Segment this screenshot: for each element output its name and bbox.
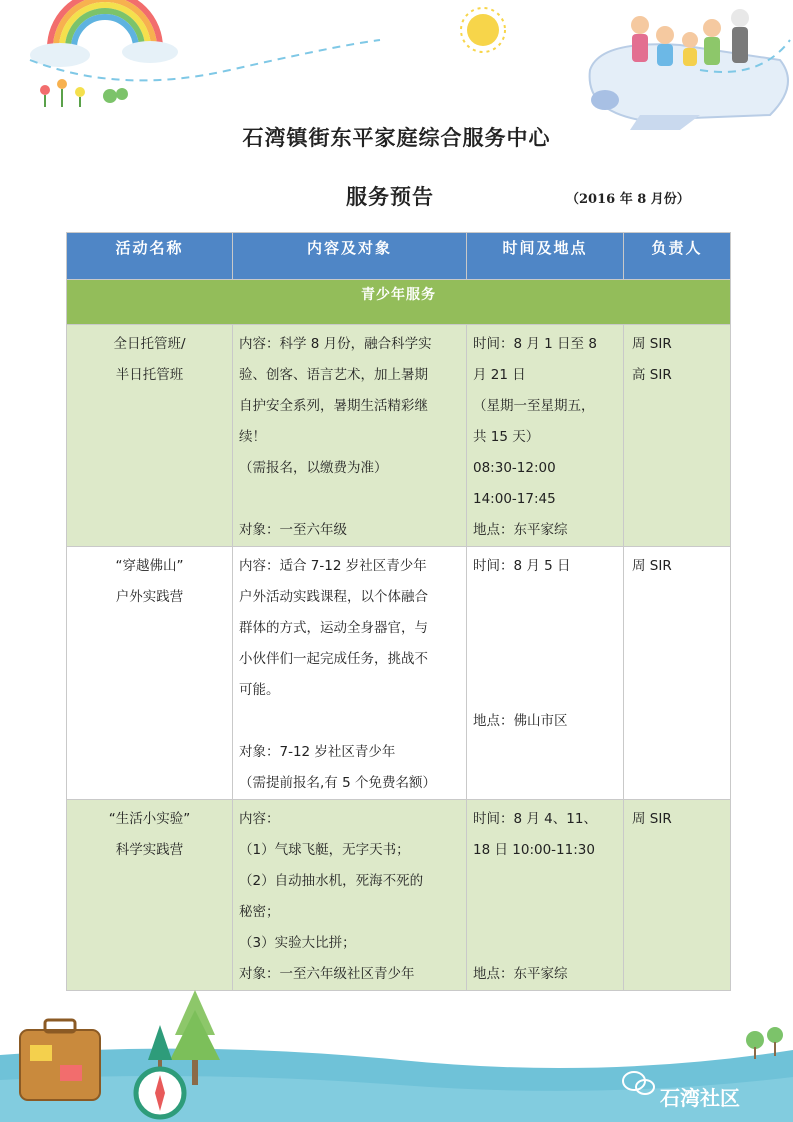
- header-content: 内容及对象: [233, 233, 467, 280]
- page-subtitle: 服务预告: [346, 184, 434, 209]
- activity-name-cell: [67, 325, 233, 547]
- note-text: （需提前报名,有 5 个免费名额）: [239, 775, 436, 791]
- target-text: 对象：7-12 岁社区青少年: [239, 744, 396, 760]
- time-line: 时间：8 月 4、11、: [473, 811, 597, 827]
- content-line: 内容：科学 8 月份，融合科学实: [239, 336, 432, 352]
- target-text: 对象：一至六年级: [239, 522, 347, 538]
- content-line: 秘密；: [239, 904, 280, 920]
- time-line: 月 21 日: [473, 367, 526, 383]
- place-text: 地点：东平家综: [473, 966, 568, 982]
- time-line: （星期一至星期五，: [473, 398, 595, 414]
- header-activity: 活动名称: [67, 233, 233, 280]
- time-line: 时间：8 月 5 日: [473, 558, 571, 574]
- responsible-person: 周 SIR: [632, 558, 672, 574]
- section-youth: 青少年服务: [67, 280, 731, 325]
- content-cell: [233, 800, 467, 991]
- table-row: [67, 547, 731, 800]
- content-line: 内容：: [239, 811, 280, 827]
- place-text: 地点：佛山市区: [473, 713, 568, 729]
- time-line: 08:30-12:00: [473, 460, 556, 476]
- watermark-text: 石湾社区: [660, 1086, 740, 1110]
- activity-name-cell: [67, 800, 233, 991]
- header-responsible: 负责人: [624, 233, 731, 280]
- responsible-person: 周 SIR: [632, 336, 672, 352]
- activity-name-cell: [67, 547, 233, 800]
- activity-name: 户外实践营: [115, 589, 184, 605]
- flowers-icon: [40, 79, 128, 107]
- content-cell: [233, 325, 467, 547]
- time-place-cell: [467, 547, 624, 800]
- responsible-cell: [624, 325, 731, 547]
- content-line: （3）实验大比拼；: [239, 935, 356, 951]
- service-table: [66, 232, 731, 991]
- place-text: 地点：东平家综: [473, 522, 568, 538]
- content-line: （需报名，以缴费为准）: [239, 460, 388, 476]
- rainbow-icon: [50, 0, 160, 48]
- activity-name: 半日托管班: [115, 367, 184, 383]
- page-title: 石湾镇街东平家庭综合服务中心: [242, 125, 551, 150]
- table-row: [67, 325, 731, 547]
- activity-name: 全日托管班/: [113, 336, 186, 352]
- target-text: 对象：一至六年级社区青少年: [239, 966, 415, 982]
- table-row: [67, 800, 731, 991]
- content-line: 户外活动实践课程，以个体融合: [239, 589, 428, 605]
- content-line: （1）气球飞艇，无字天书；: [239, 842, 410, 858]
- top-decoration: [0, 0, 793, 130]
- header-time-place: 时间及地点: [467, 233, 624, 280]
- time-line: 共 15 天）: [473, 429, 540, 445]
- cloud-icon: [30, 43, 90, 67]
- content-line: 可能。: [239, 682, 280, 698]
- content-line: 验、创客、语言艺术，加上暑期: [239, 367, 428, 383]
- activity-name: “穿越佛山”: [115, 558, 184, 574]
- content-line: 群体的方式，运动全身器官，与: [239, 620, 428, 636]
- time-place-cell: [467, 325, 624, 547]
- content-cell: [233, 547, 467, 800]
- content-line: （2）自动抽水机，死海不死的: [239, 873, 424, 889]
- responsible-person: 周 SIR: [632, 811, 672, 827]
- content-line: 小伙伴们一起完成任务，挑战不: [239, 651, 428, 667]
- content-line: 自护安全系列，暑期生活精彩继: [239, 398, 428, 414]
- content-line: 续！: [239, 429, 266, 445]
- responsible-cell: [624, 800, 731, 991]
- time-line: 时间：8 月 1 日至 8: [473, 336, 597, 352]
- sun-icon: [461, 8, 505, 52]
- time-place-cell: [467, 800, 624, 991]
- activity-name: “生活小实验”: [108, 811, 191, 827]
- compass-icon: [136, 1069, 184, 1117]
- time-line: 18 日 10:00-11:30: [473, 842, 595, 858]
- header-row: [67, 233, 731, 280]
- content-line: 内容：适合 7-12 岁社区青少年: [239, 558, 427, 574]
- suitcase-icon: [20, 1020, 100, 1100]
- activity-name: 科学实践营: [115, 842, 184, 858]
- responsible-person: 高 SIR: [632, 367, 672, 383]
- responsible-cell: [624, 547, 731, 800]
- period-label: （2016 年 8 月份）: [566, 192, 690, 207]
- time-line: 14:00-17:45: [473, 491, 556, 507]
